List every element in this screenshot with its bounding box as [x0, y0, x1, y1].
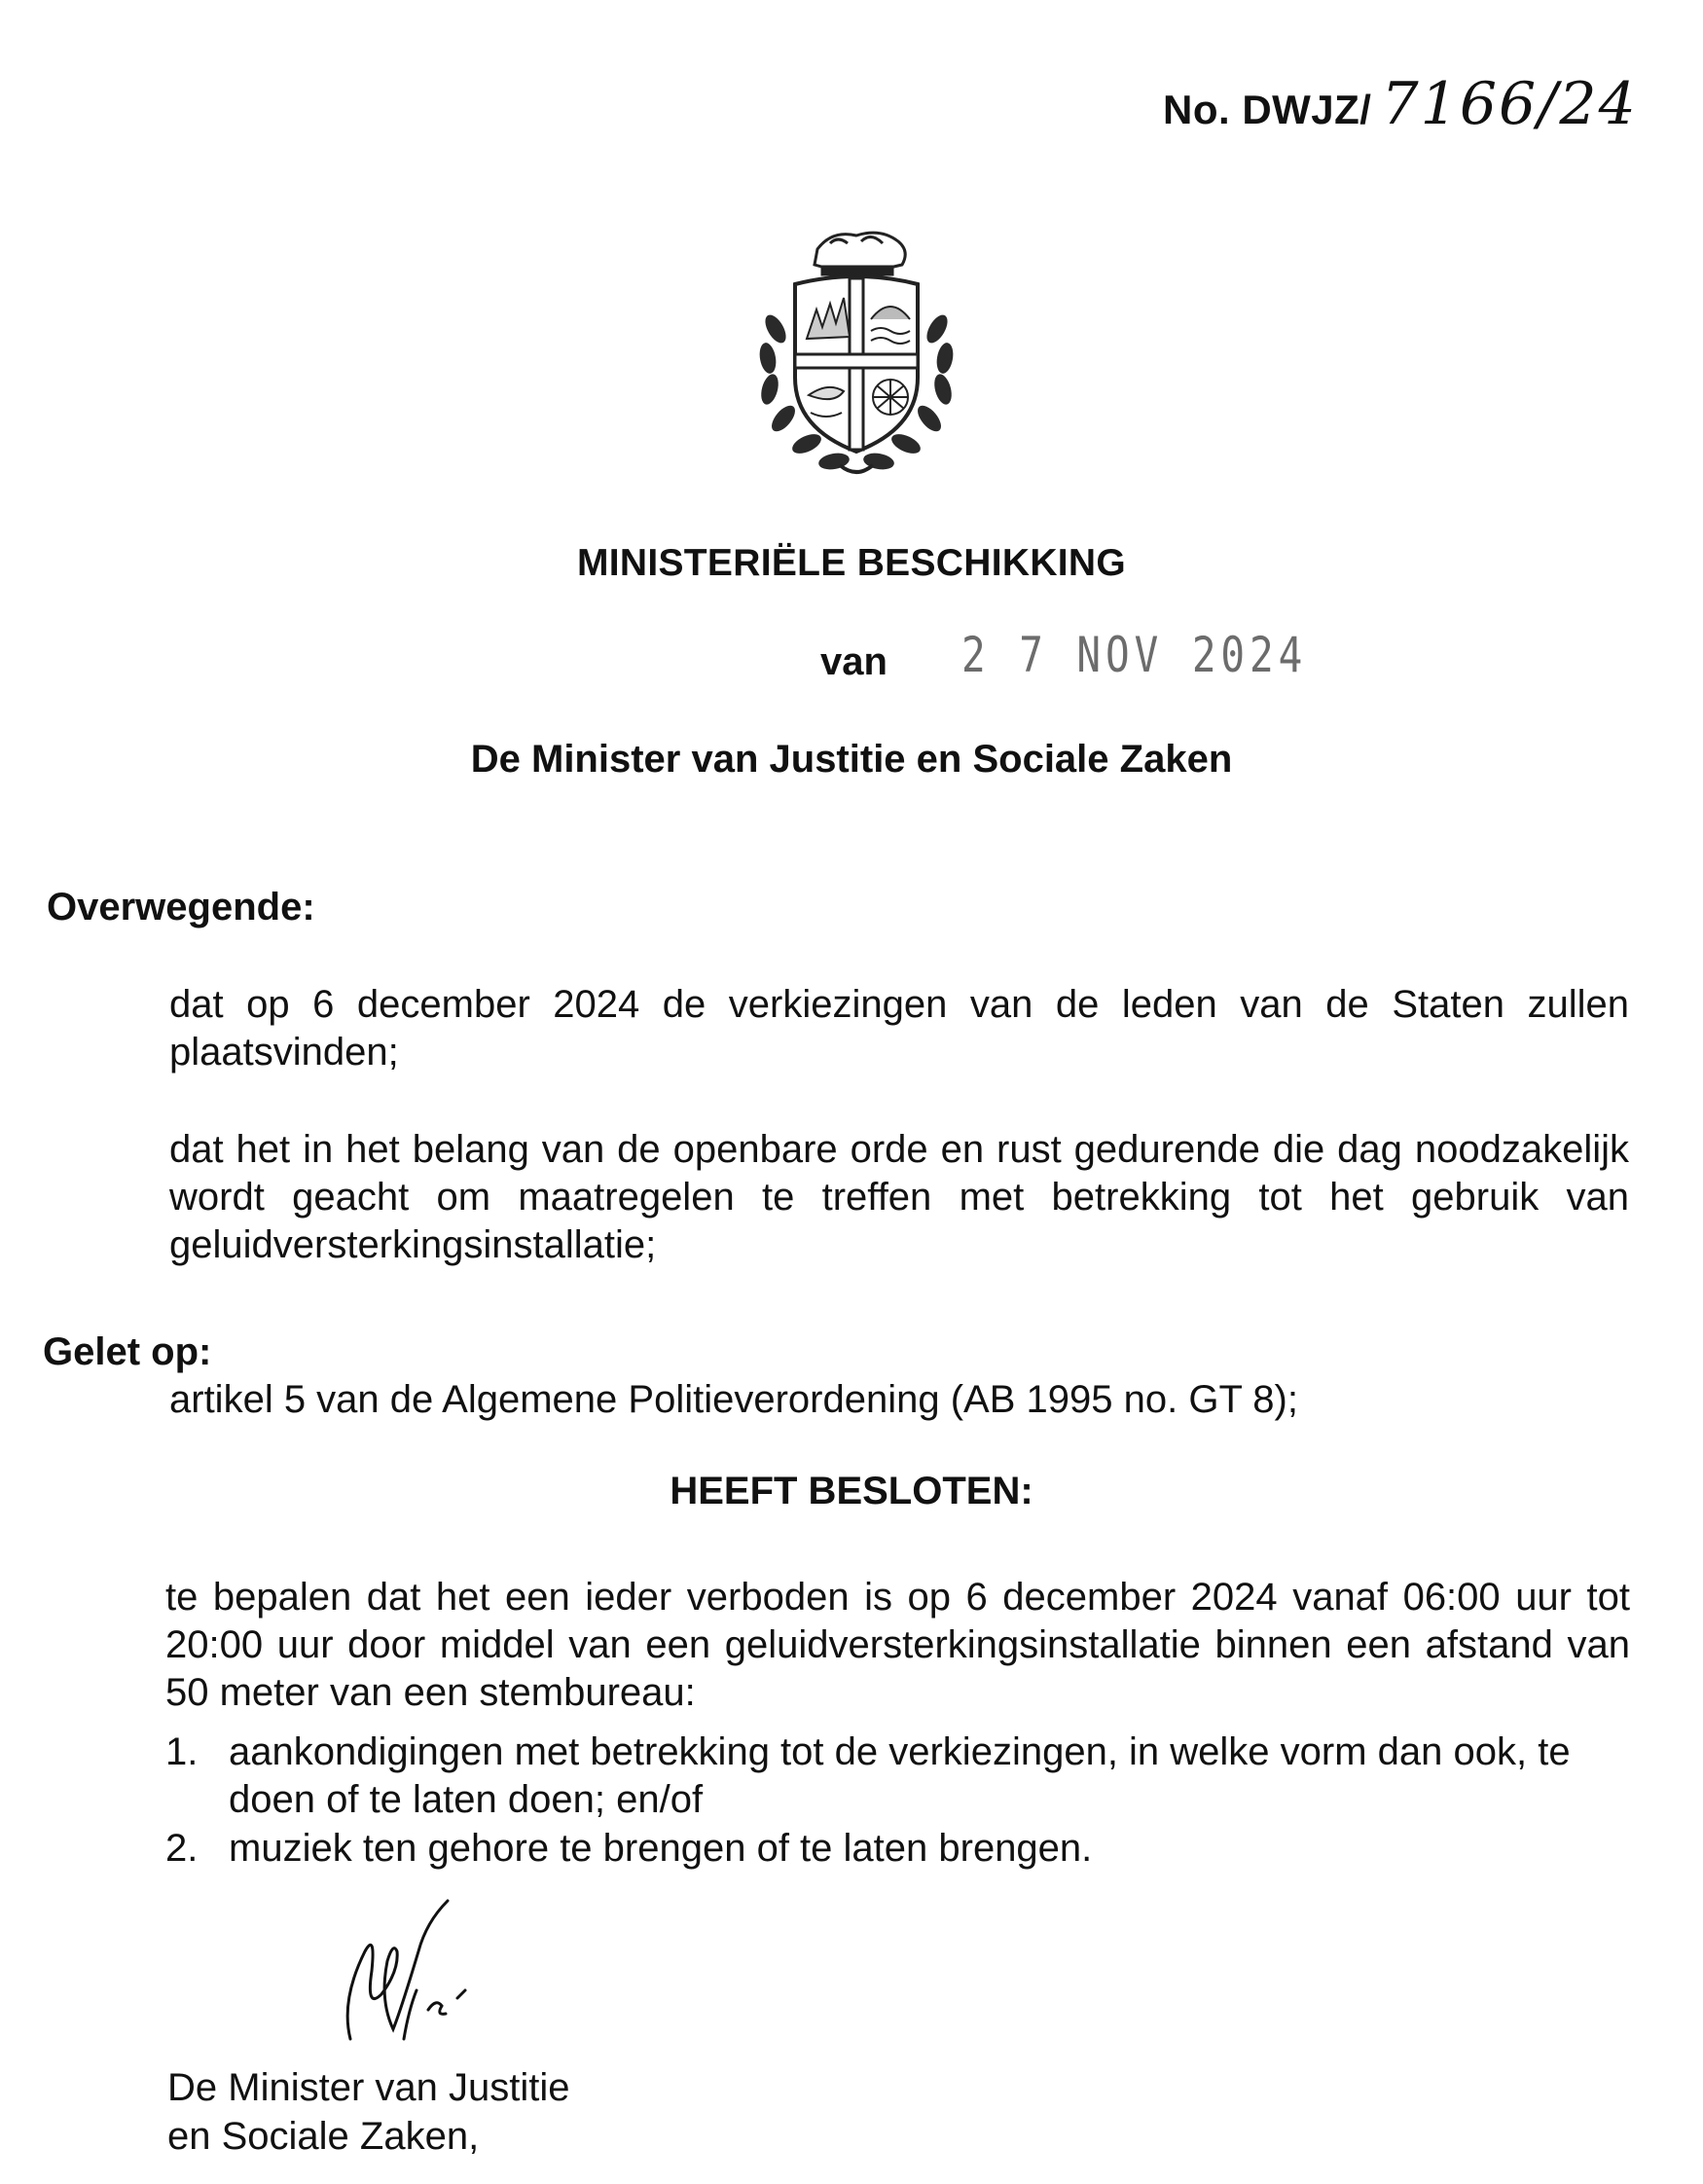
reference-prefix: No. DWJZ/ [1163, 87, 1372, 132]
legal-basis-heading: Gelet op: [43, 1330, 212, 1373]
list-item-text: aankondigingen met betrekking tot de verkiezingen, in welke vorm dan ook, te doen of te laten doen; en/of [229, 1730, 1571, 1821]
signatory-line-2: en Sociale Zaken, [167, 2115, 480, 2158]
list-item-number: 1. [165, 1730, 199, 1773]
crest-lion [815, 233, 905, 274]
handwritten-reference: 7166/24 [1381, 70, 1638, 138]
signature-icon [311, 1893, 487, 2068]
list-item-text: muziek ten gehore te brengen of te laten brengen. [229, 1827, 1093, 1870]
document-title: MINISTERIËLE BESCHIKKING [576, 542, 1127, 584]
signatory-line-1: De Minister van Justitie [167, 2066, 570, 2109]
date-label: van [820, 640, 888, 683]
decision-list [165, 1729, 1630, 1874]
consideration-paragraph-2: dat het in het belang van de openbare orde en rust gedurende die dag noodzakelijk wordt geacht om maatregelen te treffen met betrekking tot het gebruik van geluidversterkingsinstallatie; [169, 1128, 1629, 1266]
date-stamp: 2 7 NOV 2024 [961, 627, 1308, 683]
decision-intro: te bepalen dat het een ieder verboden is op 6 december 2024 vanaf 06:00 uur tot 20:00 uur door middel van een geluidversterkingsinstallatie binnen een afstand van 50 meter van een stembureau: [165, 1576, 1630, 1714]
coat-of-arms-icon [725, 222, 988, 485]
reference-number [1163, 70, 1638, 138]
list-item [165, 1825, 1630, 1873]
consideration-paragraph-1: dat op 6 december 2024 de verkiezingen van de leden van de Staten zullen plaatsvinden; [169, 983, 1629, 1074]
considerations-heading: Overwegende: [47, 886, 315, 928]
decision-heading: HEEFT BESLOTEN: [670, 1470, 1033, 1512]
minister-title: De Minister van Justitie en Sociale Zaken [470, 738, 1233, 781]
list-item-number: 2. [165, 1827, 199, 1870]
list-item [165, 1729, 1630, 1824]
legal-basis-text: artikel 5 van de Algemene Politieverordening (AB 1995 no. GT 8); [169, 1378, 1298, 1421]
